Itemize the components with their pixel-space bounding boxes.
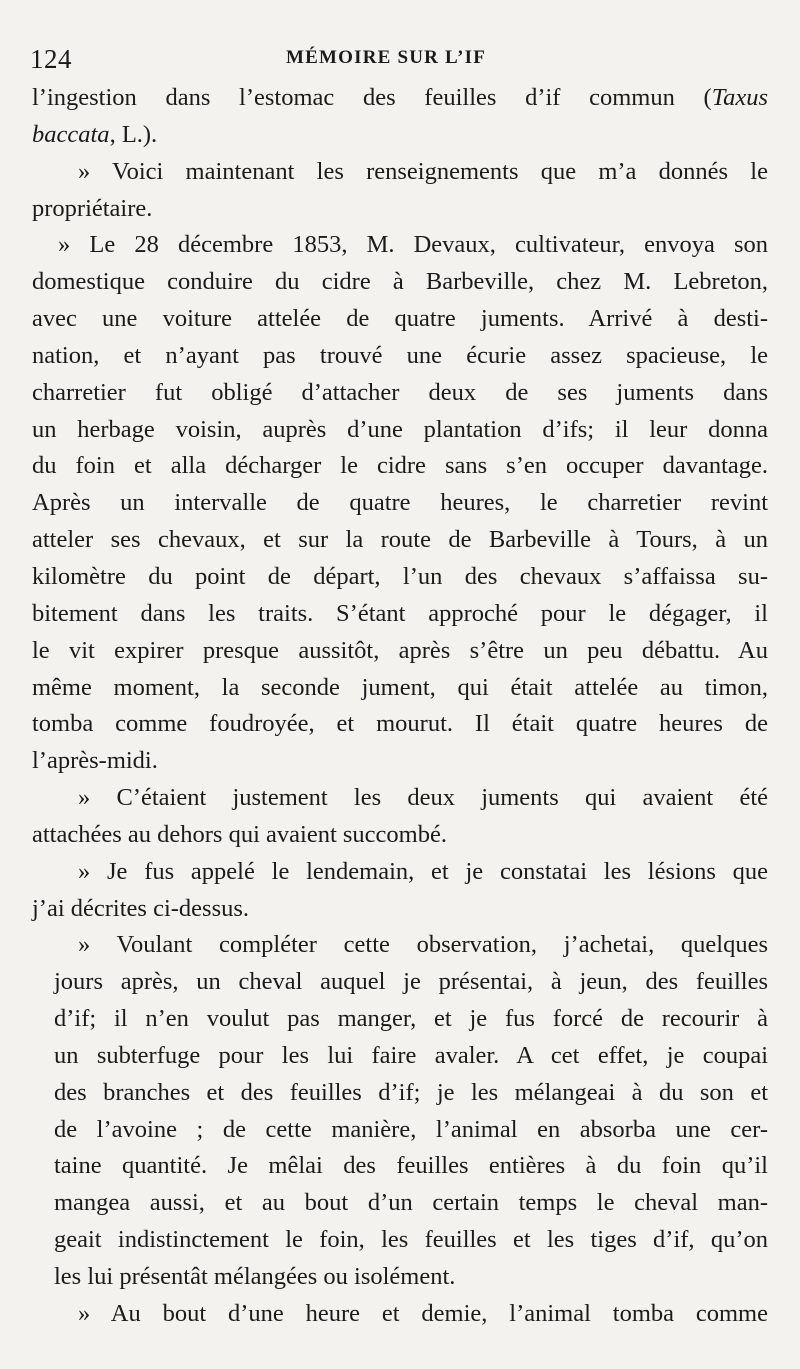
text-line: » Voici maintenant les renseignements que m’a donnés le xyxy=(78,157,768,185)
text-line: » C’étaient justement les deux juments qui avaient été xyxy=(78,784,768,812)
text-line: taine quantité. Je mêlai des feuilles entières à du foin qu’il xyxy=(54,1152,768,1180)
text-line: un subterfuge pour les lui faire avaler. A cet effet, je coupai xyxy=(54,1041,768,1069)
text-line: les lui présentât mélangées ou isolément. xyxy=(54,1263,456,1290)
text-line: bitement dans les traits. S’étant approché pour le dégager, il xyxy=(32,599,768,627)
text-line: j’ai décrites ci-dessus. xyxy=(32,894,250,922)
text-line: un herbage voisin, auprès d’une plantation d’ifs; il leur donna xyxy=(32,415,768,443)
text-line: d’if; il n’en voulut pas manger, et je fus forcé de recourir à xyxy=(54,1005,768,1033)
text-line: baccata, L.). xyxy=(32,120,158,148)
text-line: charretier fut obligé d’attacher deux de ses juments dans xyxy=(32,378,768,406)
text-line: le vit expirer presque aussitôt, après s’être un peu débattu. Au xyxy=(32,636,768,664)
text-line: kilomètre du point de départ, l’un des chevaux s’affaissa su- xyxy=(32,562,768,590)
text-line: atteler ses chevaux, et sur la route de Barbeville à Tours, à un xyxy=(32,526,768,554)
running-title: MÉMOIRE SUR L’IF xyxy=(286,47,487,68)
text-line: » Au bout d’une heure et demie, l’animal tomba comme xyxy=(78,1299,768,1327)
text-line: du foin et alla décharger le cidre sans s’en occuper davantage. xyxy=(32,452,768,480)
text-line: même moment, la seconde jument, qui était attelée au timon, xyxy=(32,673,768,701)
text-line: nation, et n’ayant pas trouvé une écurie assez spacieuse, le xyxy=(32,341,768,369)
text-line: de l’avoine ; de cette manière, l’animal en absorba une cer- xyxy=(54,1115,768,1143)
text-line: l’ingestion dans l’estomac des feuilles d’if commun (Taxus xyxy=(32,84,768,111)
text-line: geait indistinctement le foin, les feuilles et les tiges d’if, qu’on xyxy=(54,1226,768,1254)
text-line: jours après, un cheval auquel je présentai, à jeun, des feuilles xyxy=(54,968,768,996)
text-line: » Je fus appelé le lendemain, et je constatai les lésions que xyxy=(78,857,768,885)
text-line: des branches et des feuilles d’if; je les mélangeai à du son et xyxy=(54,1078,768,1106)
text-line: avec une voiture attelée de quatre juments. Arrivé à desti- xyxy=(32,305,768,333)
text-line: attachées au dehors qui avaient succombé. xyxy=(32,820,447,848)
text-line: Après un intervalle de quatre heures, le charretier revint xyxy=(32,489,768,517)
text-line: mangea aussi, et au bout d’un certain temps le cheval man- xyxy=(54,1189,768,1217)
body-text xyxy=(32,80,768,1333)
text-line: l’après-midi. xyxy=(32,747,158,775)
page-number: 124 xyxy=(30,44,72,74)
text-line: tomba comme foudroyée, et mourut. Il était quatre heures de xyxy=(32,710,768,738)
text-line: » Le 28 décembre 1853, M. Devaux, cultivateur, envoya son xyxy=(58,231,768,259)
text-line: propriétaire. xyxy=(32,194,153,222)
text-line: » Voulant compléter cette observation, j’achetai, quelques xyxy=(78,931,768,959)
text-line: domestique conduire du cidre à Barbeville, chez M. Lebreton, xyxy=(32,268,768,296)
